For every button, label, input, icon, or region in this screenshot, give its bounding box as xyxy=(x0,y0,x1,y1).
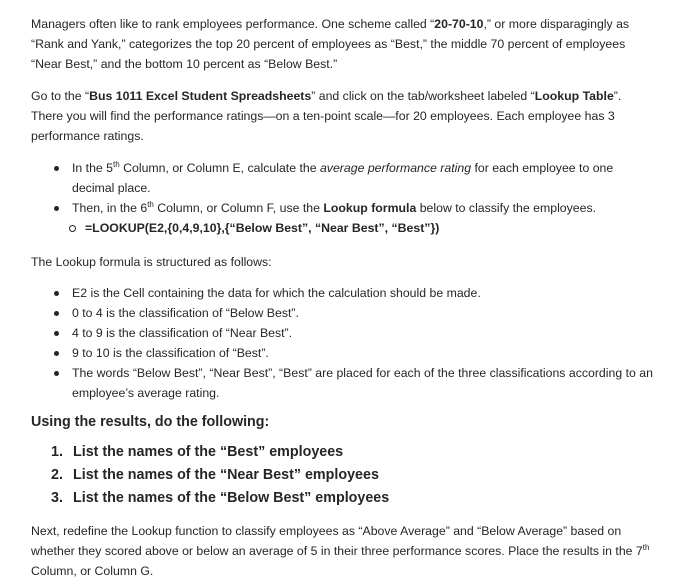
formula-list xyxy=(31,218,654,238)
step-item: In the 5th Column, or Column E, calculate the average performance rating for each employee to one decimal place. xyxy=(51,158,654,198)
spreadsheet-name: Bus 1011 Excel Student Spreadsheets xyxy=(89,89,312,103)
emphasis-text: average performance rating xyxy=(319,161,472,175)
intro-paragraph xyxy=(31,14,654,74)
list-item: 0 to 4 is the classification of “Below Best”. xyxy=(51,303,654,323)
scheme-name: 20-70-10 xyxy=(434,17,484,31)
next-paragraph: Next, redefine the Lookup function to classify employees as “Above Average” and “Below Average” based on whether they scored above or below an average of 5 in their three performance scores. Place the results in the 7th Column, or Column G. xyxy=(31,524,650,578)
tasks-list xyxy=(31,441,654,510)
intro-text-1: Managers often like to rank employees performance. One scheme called “ xyxy=(31,17,435,31)
list-item: 4 to 9 is the classification of “Near Best”. xyxy=(51,323,654,343)
structure-intro: The Lookup formula is structured as follows: xyxy=(31,255,272,269)
list-item: E2 is the Cell containing the data for which the calculation should be made. xyxy=(51,283,654,303)
steps-list xyxy=(31,158,654,218)
step-item: Then, in the 6th Column, or Column F, use the Lookup formula below to classify the employees. xyxy=(51,198,654,218)
goto-text-3: ”. There you will find the performance ratings—on a ten-point scale—for 20 employees. Each employee has 3 performance ratings. xyxy=(31,89,622,143)
bold-text: Lookup formula xyxy=(323,201,417,215)
list-item: The words “Below Best”, “Near Best”, “Best” are placed for each of the three classifications according to an employee’s average rating. xyxy=(51,363,654,403)
list-item: 9 to 10 is the classification of “Best”. xyxy=(51,343,654,363)
tab-name: Lookup Table xyxy=(534,89,614,103)
goto-paragraph xyxy=(31,86,654,146)
intro-text-2: ,” or more disparagingly as “Rank and Yank,” categorizes the top 20 percent of employees as “Best,” the middle 70 percent of employees “Near Best,” and the bottom 10 percent as “Below Best.” xyxy=(31,17,630,71)
structure-list xyxy=(31,283,654,403)
formula-item xyxy=(68,218,654,238)
task-item: 3. List the names of the “Below Best” employees xyxy=(51,490,390,506)
task-item: 2. List the names of the “Near Best” employees xyxy=(51,467,379,483)
goto-text-2: ” and click on the tab/worksheet labeled “ xyxy=(311,89,535,103)
goto-text-1: Go to the “ xyxy=(31,89,90,103)
lookup-formula: =LOOKUP(E2,{0,4,9,10},{“Below Best”, “Near Best”, “Best”}) xyxy=(85,221,440,235)
tasks-heading: Using the results, do the following: xyxy=(31,414,270,430)
task-item: 1. List the names of the “Best” employees xyxy=(51,444,344,460)
